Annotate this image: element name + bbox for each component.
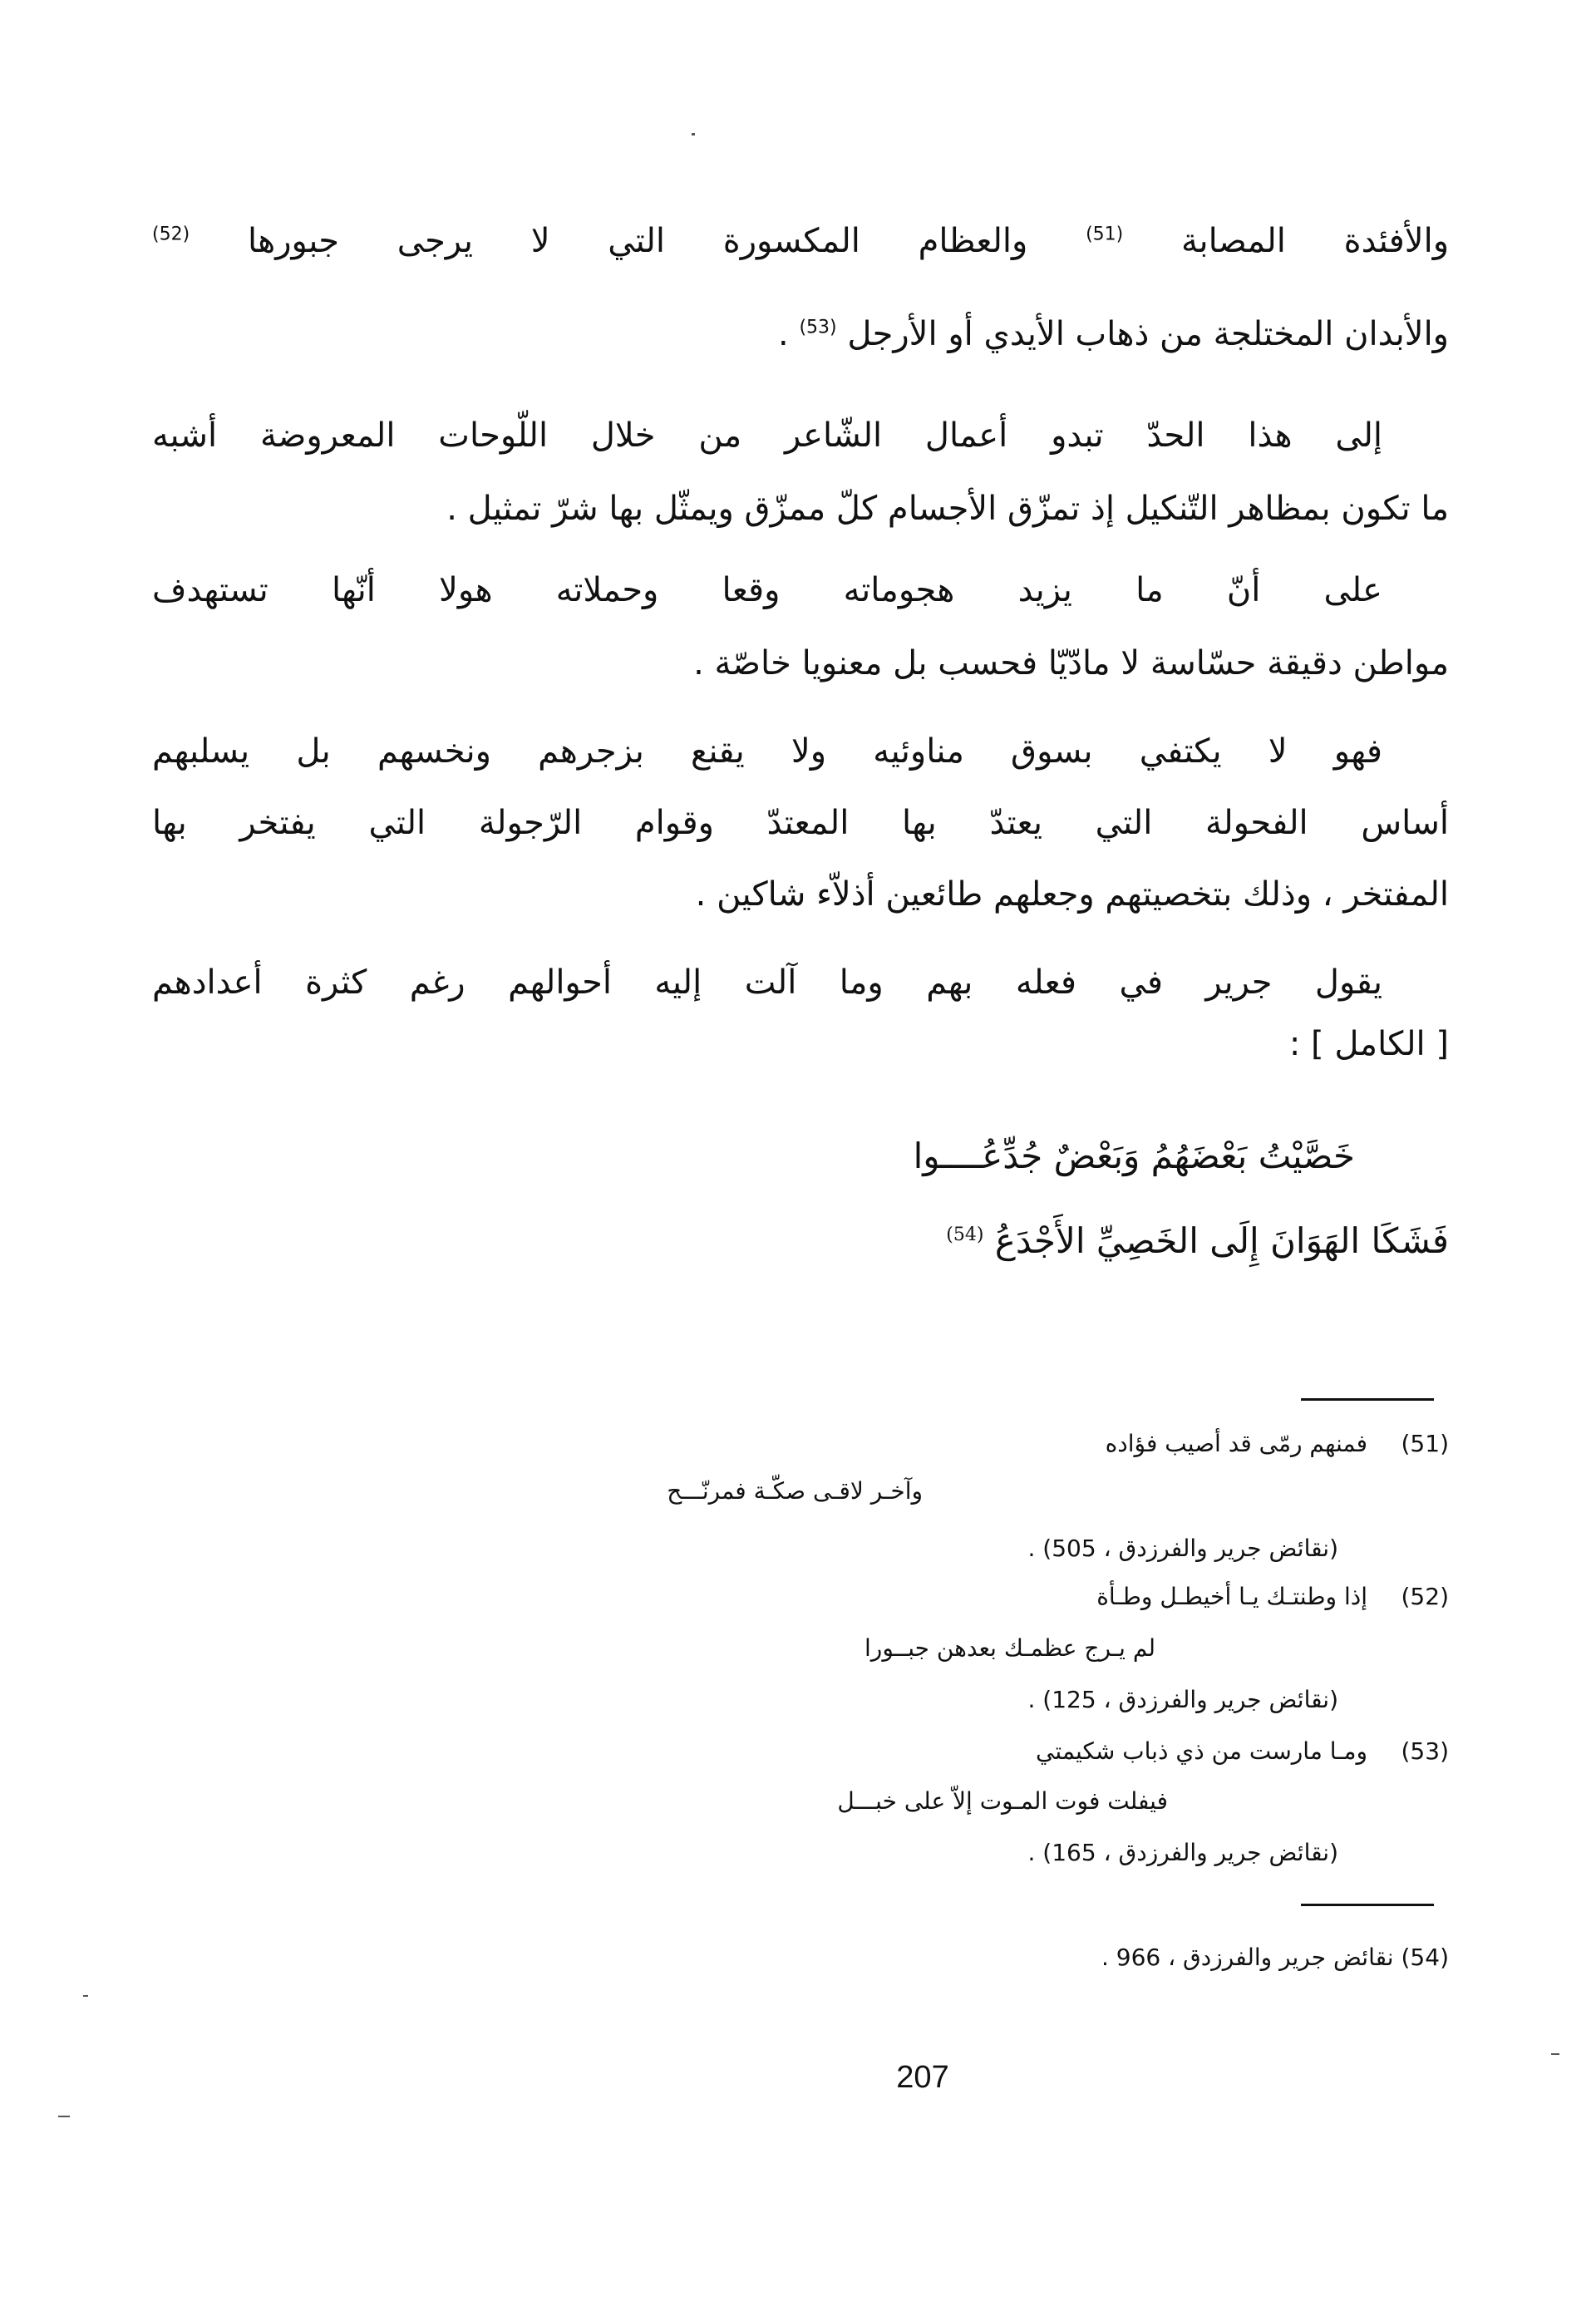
scan-speck (1551, 2053, 1559, 2055)
body-line (152, 643, 1449, 683)
body-line (152, 1024, 1449, 1064)
page-number: 207 (896, 2060, 949, 2095)
footnote-54: (54) نقائض جرير والفرزدق ، 966 . (1101, 1944, 1449, 1971)
body-text: على أنّ ما يزيد هجوماته وقعا وحملاته هولا أنّها تستهدف (152, 571, 1382, 609)
scan-speck (58, 2116, 70, 2117)
body-line (152, 314, 1449, 354)
body-line (152, 570, 1449, 610)
footnote-ref[interactable]: (51) (1086, 224, 1124, 245)
scan-speck (83, 1995, 88, 1997)
body-line (152, 489, 1449, 529)
verse-hemistich-1: خَصَّيْتُ بَعْضَهُمُ وَبَعْضٌ جُدِّعُــــوا (913, 1136, 1355, 1176)
body-line (152, 416, 1449, 456)
body-text: فهو لا يكتفي بسوق مناوئيه ولا يقنع بزجرهم ونخسهم بل يسلبهم (152, 732, 1382, 771)
body-text: يقول جرير في فعله بهم وما آلت إليه أحوالهم رغم كثرة أعدادهم (152, 963, 1382, 1002)
footnote-ref[interactable]: (54) (946, 1224, 984, 1245)
body-text: . (778, 315, 789, 353)
body-text: مواطن دقيقة حسّاسة لا مادّيّا فحسب بل معنويا خاصّة . (693, 644, 1449, 682)
footnote-number: (51) (1401, 1430, 1449, 1457)
footnote-separator (1301, 1904, 1434, 1906)
body-line (152, 803, 1449, 843)
body-text: المفتخر ، وذلك بتخصيتهم وجعلهم طائعين أذلاّء شاكين . (695, 875, 1449, 914)
footnote-verse-line: فيفلت فوت المـوت إلاّ على خبـــل (837, 1787, 1168, 1815)
footnote-verse-line: ومـا مارست من ذي ذباب شكيمتي (1036, 1737, 1367, 1765)
body-text: إلى هذا الحدّ تبدو أعمال الشّاعر من خلال اللّوحات المعروضة أشبه (152, 416, 1382, 455)
footnote-source: (نقائض جرير والفرزدق ، 125) . (1027, 1686, 1338, 1713)
footnote-verse-line: إذا وطنتـك يـا أخيطـل وطـأة (1096, 1583, 1367, 1610)
body-line (152, 875, 1449, 914)
body-text: ما تكون بمظاهر التّنكيل إذ تمزّق الأجسام كلّ ممزّق ويمثّل بها شرّ تمثيل . (446, 490, 1449, 528)
footnote-source: (نقائض جرير والفرزدق ، 505) . (1027, 1535, 1338, 1562)
footnote-source: (نقائض جرير والفرزدق ، 165) . (1027, 1839, 1338, 1866)
body-text: والأفئدة المصابة (1181, 222, 1450, 260)
body-line (152, 221, 1449, 261)
scan-speck (692, 133, 695, 135)
body-text: والأبدان المختلجة من ذهاب الأيدي أو الأرجل (847, 315, 1449, 353)
verse-text: فَشَكَا الهَوَانَ إِلَى الخَصِيِّ الأَجْدَعُ (994, 1220, 1449, 1261)
verse-hemistich-2 (946, 1220, 1449, 1261)
footnote-number: (52) (1401, 1583, 1449, 1610)
footnote-number: (53) (1401, 1737, 1449, 1765)
footnote-verse-line: لم يـرج عظمـك بعدهن جبــورا (864, 1634, 1155, 1662)
footnote-verse-line: وآخـر لاقـى صكّـة فمرنّـــح (667, 1477, 923, 1505)
meter-label: [ الكامل ] : (1288, 1025, 1449, 1063)
footnote-ref[interactable]: (52) (152, 224, 190, 245)
body-line (152, 963, 1449, 1003)
body-line (152, 732, 1449, 771)
footnote-ref[interactable]: (53) (799, 317, 837, 338)
body-text: أساس الفحولة التي يعتدّ بها المعتدّ وقوام الرّجولة التي يفتخر بها (152, 804, 1449, 842)
footnote-separator (1301, 1398, 1434, 1401)
footnote-verse-line: فمنهم رمّى قد أصيب فؤاده (1105, 1430, 1367, 1457)
body-text: والعظام المكسورة التي لا يرجى جبورها (247, 222, 1028, 260)
